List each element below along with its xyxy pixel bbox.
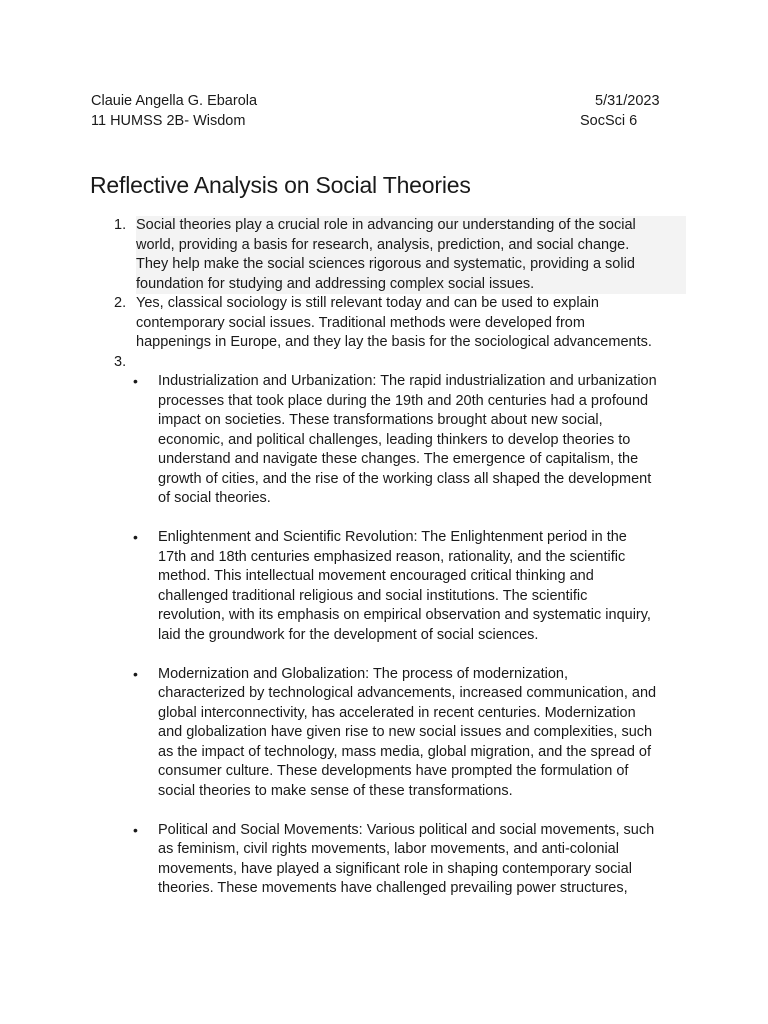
- text-line: theories. These movements have challenged prevailing power structures,: [158, 880, 628, 896]
- header-row-1: [91, 92, 665, 112]
- numbered-item: [114, 353, 686, 373]
- text-line: method. This intellectual movement encouraged critical thinking and: [158, 568, 594, 584]
- text-line: Social theories play a crucial role in advancing our understanding of the social: [136, 216, 686, 236]
- document-title: Reflective Analysis on Social Theories: [90, 172, 471, 198]
- item-text: [136, 294, 686, 353]
- bullet-text: [158, 528, 683, 645]
- text-line: growth of cities, and the rise of the working class all shaped the development: [158, 470, 652, 487]
- bullet-item: [133, 665, 683, 802]
- text-line: revolution, with its emphasis on empirical observation and systematic inquiry,: [158, 607, 651, 623]
- text-line: happenings in Europe, and they lay the basis for the sociological advancements.: [136, 334, 652, 350]
- bullet-list: [133, 372, 683, 918]
- text-line: world, providing a basis for research, analysis, prediction, and social change.: [136, 236, 686, 256]
- author-name: Clauie Angella G. Ebarola: [91, 93, 258, 109]
- text-line: characterized by technological advancements, increased communication, and: [158, 685, 657, 701]
- bullet-icon: •: [133, 373, 138, 389]
- numbered-item: [114, 216, 686, 294]
- text-line: understand and navigate these changes. The emergence of capitalism, the: [158, 451, 639, 467]
- text-line: social theories to make sense of these transformations.: [158, 782, 513, 799]
- item-number: 3.: [114, 353, 127, 370]
- text-line: Yes, classical sociology is still relevant today and can be used to explain: [136, 295, 599, 311]
- text-line: Modernization and Globalization: The process of modernization,: [158, 665, 568, 682]
- bullet-item: [133, 528, 683, 645]
- text-line: consumer culture. These developments have prompted the formulation of: [158, 763, 629, 779]
- text-line: Enlightenment and Scientific Revolution: The Enlightenment period in the: [158, 529, 627, 545]
- subject-code: SocSci 6: [580, 113, 638, 129]
- bullet-item: [133, 821, 683, 899]
- bullet-item: [133, 372, 683, 509]
- item-text: [136, 353, 686, 373]
- text-line: challenged traditional religious and social institutions. The scientific: [158, 587, 588, 604]
- text-line: of social theories.: [158, 490, 271, 506]
- numbered-item: [114, 294, 686, 353]
- class-section: 11 HUMSS 2B- Wisdom: [91, 113, 246, 129]
- text-line: global interconnectivity, has accelerated in recent centuries. Modernization: [158, 704, 636, 721]
- text-line: economic, and political challenges, leading thinkers to develop theories to: [158, 431, 631, 448]
- text-line: Industrialization and Urbanization: The rapid industrialization and urbanization: [158, 373, 657, 389]
- text-line: foundation for studying and addressing complex social issues.: [136, 275, 686, 295]
- item-number: 2.: [114, 295, 127, 311]
- text-line: contemporary social issues. Traditional methods were developed from: [136, 314, 585, 331]
- header-row-2: [91, 112, 665, 132]
- text-line: 17th and 18th centuries emphasized reason, rationality, and the scientific: [158, 548, 626, 565]
- bullet-text: [158, 372, 683, 509]
- item-text: [136, 216, 686, 294]
- bullet-icon: •: [133, 529, 138, 545]
- text-line: Political and Social Movements: Various political and social movements, such: [158, 821, 655, 838]
- bullet-text: [158, 821, 683, 899]
- text-line: movements, have played a significant role in shaping contemporary social: [158, 860, 632, 877]
- bullet-icon: •: [133, 665, 138, 682]
- bullet-icon: •: [133, 821, 138, 838]
- text-line: as feminism, civil rights movements, labor movements, and anti-colonial: [158, 841, 619, 857]
- bullet-text: [158, 665, 683, 802]
- text-line: impact on societies. These transformations brought about new social,: [158, 412, 603, 428]
- text-line: as the impact of technology, mass media, global migration, and the spread of: [158, 743, 652, 760]
- numbered-list: [114, 216, 686, 372]
- text-line: They help make the social sciences rigorous and systematic, providing a solid: [136, 255, 686, 275]
- text-line: laid the groundwork for the development of social sciences.: [158, 626, 539, 643]
- item-number: 1.: [114, 217, 127, 233]
- text-line: processes that took place during the 19th and 20th centuries had a profound: [158, 392, 649, 409]
- document-date: 5/31/2023: [595, 93, 660, 109]
- text-line: and globalization have given rise to new social issues and complexities, such: [158, 724, 653, 740]
